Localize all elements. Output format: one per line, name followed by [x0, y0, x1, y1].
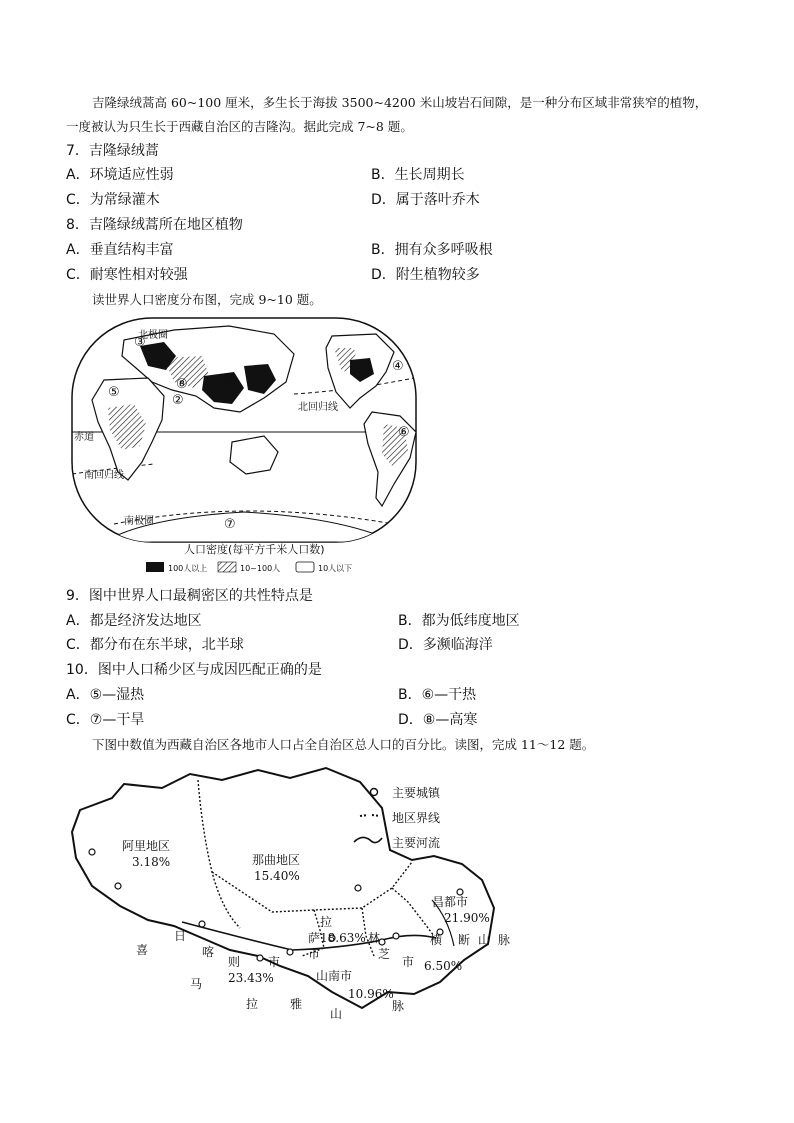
question-10-stem: 10．图中人口稀少区与成因匹配正确的是	[66, 662, 322, 678]
label-tropic-of-capricorn: 南回归线	[84, 470, 124, 481]
char-ma: 马	[190, 977, 203, 991]
label-shannan-name: 山南市	[316, 969, 353, 983]
marker-8: ⑧	[176, 377, 188, 392]
label-naqu-pct: 15.40%	[254, 869, 300, 883]
question-8-option-a[interactable]: A．垂直结构丰富	[66, 242, 174, 258]
label-tropic-of-cancer: 北回归线	[298, 402, 338, 413]
legend-label-dense: 100人以上	[168, 564, 208, 573]
label-ali-name: 阿里地区	[122, 839, 171, 853]
char-mai: 脉	[498, 933, 511, 947]
town-marker	[115, 883, 121, 889]
label-naqu-name: 那曲地区	[252, 853, 301, 867]
town-marker	[199, 921, 205, 927]
question-9-option-d[interactable]: D．多濒临海洋	[398, 637, 493, 653]
char-sa: 萨	[308, 931, 321, 945]
legend-river-label: 主要河流	[392, 836, 441, 850]
intro-tibet-map: 下图中数值为西藏自治区各地市人口占全自治区总人口的百分比。读图，完成 11～12 题。	[92, 737, 595, 752]
question-10-option-c[interactable]: C．⑦—干旱	[66, 712, 145, 728]
char-lin: 林	[368, 931, 381, 945]
marker-2: ②	[172, 393, 184, 408]
town-marker-naqu	[355, 885, 361, 891]
question-9-option-a[interactable]: A．都是经济发达地区	[66, 613, 202, 629]
char-linzhi-shi: 市	[402, 955, 415, 969]
label-shannan-pct: 10.96%	[348, 987, 394, 1001]
marker-6: ⑥	[398, 425, 410, 440]
marker-3: ③	[134, 335, 146, 350]
question-7-stem: 7．吉隆绿绒蒿	[66, 143, 159, 159]
label-arctic-circle: 北极圈	[138, 330, 168, 341]
town-marker-linzhi	[393, 933, 399, 939]
legend-town-symbol	[371, 789, 378, 796]
char-mai-2: 脉	[392, 999, 405, 1013]
intro-line-1: 吉隆绿绒蒿高 60~100 厘米，多生长于海拔 3500~4200 米山坡岩石间隙，是一种分布区域非常狭窄的植物，	[92, 95, 708, 110]
label-antarctic-circle: 南极圈	[124, 516, 154, 527]
question-10-option-d[interactable]: D．⑧—高寒	[398, 712, 478, 728]
town-marker-rikaze	[257, 955, 263, 961]
legend-swatch-dense	[146, 562, 164, 572]
char-lasa-shi: 市	[308, 947, 321, 961]
char-duan: 断	[458, 933, 471, 947]
char-shan: 山	[478, 933, 491, 947]
question-9-option-b[interactable]: B．都为低纬度地区	[398, 613, 520, 629]
char-xi: 喜	[136, 943, 149, 957]
question-8-option-d[interactable]: D．附生植物较多	[371, 267, 480, 283]
char-zhi: 芝	[378, 947, 391, 961]
label-equator: 赤道	[74, 432, 94, 443]
question-7-option-b[interactable]: B．生长周期长	[371, 167, 465, 183]
legend-label-sparse: 10人以下	[318, 564, 353, 573]
char-ze: 则	[228, 955, 241, 969]
tibet-population-map	[62, 760, 522, 1020]
char-rikaze-shi: 市	[268, 955, 281, 969]
char-heng: 横	[430, 933, 443, 947]
legend-swatch-medium	[218, 562, 236, 572]
town-marker	[89, 849, 95, 855]
char-ka: 喀	[202, 945, 215, 959]
label-linzhi-pct: 6.50%	[424, 959, 463, 973]
question-7-option-c[interactable]: C．为常绿灌木	[66, 192, 160, 208]
legend-label-medium: 10~100人	[240, 564, 281, 573]
char-shan-2: 山	[330, 1007, 343, 1020]
char-la-2: 拉	[246, 997, 259, 1011]
marker-5: ⑤	[108, 385, 120, 400]
question-9-option-c[interactable]: C．都分布在东半球，北半球	[66, 637, 244, 653]
marker-4: ④	[392, 359, 404, 374]
town-marker	[287, 949, 293, 955]
label-rikaze-pct: 23.43%	[228, 971, 274, 985]
legend-title: 人口密度(每平方千米人口数)	[184, 543, 325, 556]
label-changdu-name: 昌都市	[432, 895, 469, 909]
legend-boundary-label: 地区界线	[392, 811, 441, 825]
char-ri: 日	[174, 929, 187, 943]
world-population-map	[64, 312, 424, 580]
marker-7: ⑦	[224, 517, 236, 532]
question-10-option-b[interactable]: B．⑥—干热	[398, 687, 477, 703]
question-9-stem: 9．图中世界人口最稠密区的共性特点是	[66, 588, 313, 604]
legend-swatch-sparse	[296, 562, 314, 572]
label-lasa-pct: 18.63%	[320, 931, 366, 945]
question-7-option-a[interactable]: A．环境适应性弱	[66, 167, 174, 183]
legend-town-label: 主要城镇	[392, 786, 441, 800]
question-8-stem: 8．吉隆绿绒蒿所在地区植物	[66, 217, 243, 233]
question-8-option-b[interactable]: B．拥有众多呼吸根	[371, 242, 493, 258]
intro-line-2: 一度被认为只生长于西藏自治区的吉隆沟。据此完成 7~8 题。	[66, 119, 413, 134]
intro-world-map: 读世界人口密度分布图，完成 9~10 题。	[92, 292, 322, 307]
label-changdu-pct: 21.90%	[444, 911, 490, 925]
question-8-option-c[interactable]: C．耐寒性相对较强	[66, 267, 188, 283]
char-la: 拉	[320, 915, 333, 929]
question-10-option-a[interactable]: A．⑤—湿热	[66, 687, 145, 703]
label-ali-pct: 3.18%	[132, 855, 171, 869]
char-ya: 雅	[290, 997, 303, 1011]
marker-1: ①	[222, 373, 234, 388]
question-7-option-d[interactable]: D．属于落叶乔木	[371, 192, 480, 208]
